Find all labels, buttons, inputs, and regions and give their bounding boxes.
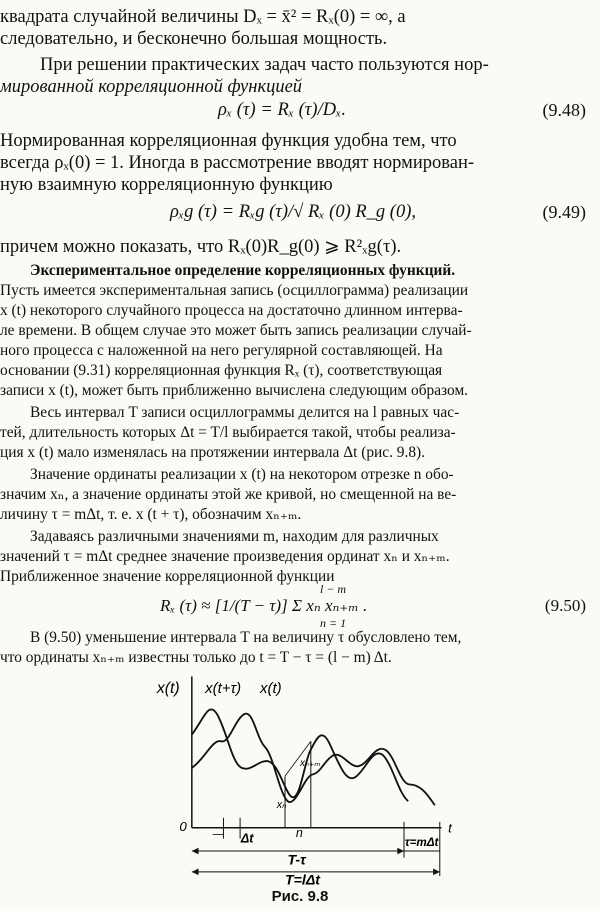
oscillogram-diagram — [0, 668, 600, 886]
t-total-label: T=lΔt — [285, 871, 321, 886]
equation-9-50 — [0, 582, 600, 630]
text-line: тей, длительность которых Δt = T/l выбирается такой, чтобы реализа- — [0, 424, 456, 441]
text-line: Задаваясь различными значениями m, находим для различных — [30, 528, 439, 545]
text-line: значим xₙ, а значение ординаты этой же кривой, но смещенной на ве- — [0, 486, 457, 503]
equation-formula: ρₓ (τ) = Rₓ (τ)/Dₓ. — [218, 100, 346, 120]
equation-number: (9.50) — [544, 596, 586, 615]
figure-caption: Рис. 9.8 — [271, 888, 329, 905]
y-axis-label: x(t) — [156, 679, 180, 697]
arrow-head — [397, 848, 404, 855]
text-line: мированной корреляционной функцией — [0, 77, 303, 97]
arrow-head — [192, 869, 199, 876]
text-line: ле времени. В общем случае это может быть запись реализации случай- — [0, 322, 472, 339]
figure-9-8 — [0, 668, 600, 888]
equation-number: (9.49) — [542, 202, 586, 222]
text-line: Весь интервал T записи осциллограммы делится на l равных час- — [30, 404, 460, 421]
text-line: что ординаты xₙ₊ₘ известны только до t = T − τ = (l − m) Δt. — [0, 649, 392, 666]
equation-9-49 — [0, 196, 600, 226]
text-line: следовательно, и бесконечно большая мощность. — [0, 29, 388, 49]
n-label: n — [295, 825, 303, 840]
text-line: всегда ρₓ(0) = 1. Иногда в рассмотрение вводят нормирован- — [0, 153, 475, 173]
arrow-head — [192, 848, 199, 855]
text-line: ную взаимную корреляционную функцию — [0, 175, 333, 195]
curve-original-label: x(t) — [260, 679, 282, 697]
curve-shifted-label: x(t+τ) — [205, 679, 242, 697]
sum-upper-limit: l − m — [320, 582, 347, 596]
origin-label: 0 — [179, 819, 187, 835]
text-line: квадрата случайной величины Dₓ = x̄² = Rₓ(0) = ∞, а — [0, 7, 406, 27]
text-line: личину τ = mΔt, т. е. x (t + τ), обозначим xₙ₊ₘ. — [0, 506, 302, 523]
xn-label: xₙ — [276, 798, 287, 811]
x-axis-label: t — [448, 820, 452, 836]
text-line: Нормированная корреляционная функция удобна тем, что — [0, 131, 457, 151]
text-line: Значение ординаты реализации x (t) на некотором отрезке n обо- — [30, 466, 454, 483]
text-line: причем можно показать, что Rₓ(0)R_g(0) ⩾ R²ₓg(τ). — [0, 237, 402, 257]
delta-t-label: Δt — [240, 831, 254, 846]
text-line: записи x (t), может быть приближенно вычислена следующим образом. — [0, 382, 469, 399]
tau-label: τ=mΔt — [404, 836, 439, 850]
text-line: Пусть имеется экспериментальная запись (осциллограмма) реализации — [0, 282, 469, 299]
text-line: При решении практических задач часто пользуются нор- — [40, 55, 489, 75]
text-line: ция x (t) мало изменялась на протяжении интервала Δt (рис. 9.8). — [0, 444, 426, 461]
text-line: Приближенное значение корреляционной функции — [0, 568, 335, 585]
arrow-head — [433, 869, 440, 876]
text-line: ного процесса с наложенной на него регулярной составляющей. На — [0, 342, 443, 359]
equation-9-48 — [0, 96, 600, 126]
equation-number: (9.48) — [542, 100, 586, 120]
equation-formula: Rₓ (τ) ≈ [1/(T − τ)] Σ xₙ xₙ₊ₘ . — [160, 596, 368, 615]
text-line: В (9.50) уменьшение интервала T на величину τ обусловлено тем, — [30, 629, 462, 646]
text-line: x (t) некоторого случайного процесса на достаточно длинном интерва- — [0, 302, 463, 319]
xnm-label: xₙ₊ₘ — [300, 758, 321, 770]
equation-formula: ρₓg (τ) = Rₓg (τ)/√ Rₓ (0) R_g (0), — [170, 202, 416, 222]
section-heading: Экспериментальное определение корреляционных функций. — [30, 262, 456, 279]
sum-lower-limit: n = 1 — [320, 616, 347, 630]
text-line: значений τ = mΔt среднее значение произведения ординат xₙ и xₙ₊ₘ. — [0, 548, 450, 565]
t-minus-tau-label: T-τ — [287, 851, 306, 868]
text-line: основании (9.31) корреляционная функция Rₓ (τ), соответствующая — [0, 362, 443, 379]
